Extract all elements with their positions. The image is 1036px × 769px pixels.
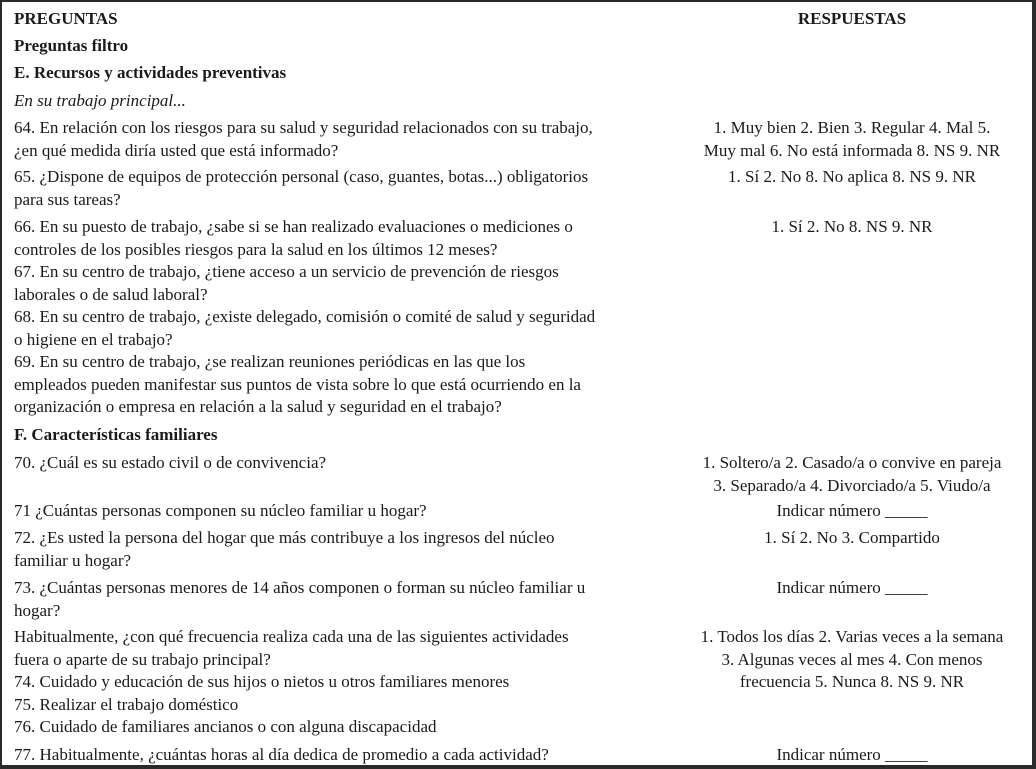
answer-line: 1. Soltero/a 2. Casado/a o convive en pareja: [702, 453, 1002, 472]
section-e-title: E. Recursos y actividades preventivas: [14, 63, 287, 82]
question-line: 67. En su centro de trabajo, ¿tiene acceso a un servicio de prevención de riesgos: [14, 262, 559, 281]
answer-line: 1. Sí 2. No 8. NS 9. NR: [771, 217, 933, 236]
frequency-intro: [14, 626, 654, 671]
question-line: hogar?: [14, 600, 61, 620]
question-77: 77. Habitualmente, ¿cuántas horas al día dedica de promedio a cada actividad?: [14, 745, 549, 764]
question-65: [14, 166, 654, 211]
answer-line: Indicar número _____: [776, 501, 928, 520]
question-line: 68. En su centro de trabajo, ¿existe delegado, comisión o comité de salud y seguridad: [14, 307, 596, 326]
question-67: [14, 261, 654, 306]
question-68: [14, 306, 654, 351]
answer-71: [664, 500, 1036, 523]
question-line: Habitualmente, ¿con qué frecuencia realiza cada una de las siguientes actividades: [14, 627, 569, 646]
question-line: 72. ¿Es usted la persona del hogar que más contribuye a los ingresos del núcleo: [14, 528, 555, 547]
answer-line: 1. Todos los días 2. Varias veces a la semana: [700, 627, 1004, 646]
question-76: 76. Cuidado de familiares ancianos o con alguna discapacidad: [14, 717, 437, 736]
question-line: empleados pueden manifestar sus puntos de vista sobre lo que está ocurriendo en la: [14, 374, 581, 394]
question-line: 73. ¿Cuántas personas menores de 14 años componen o forman su núcleo familiar u: [14, 578, 586, 597]
answer-line: 1. Sí 2. No 3. Compartido: [764, 528, 940, 547]
section-f-title: F. Características familiares: [14, 425, 218, 444]
question-line: 71 ¿Cuántas personas componen su núcleo familiar u hogar?: [14, 501, 427, 520]
question-73: [14, 577, 654, 622]
question-71: [14, 500, 654, 523]
question-line: controles de los posibles riesgos para la salud en los últimos 12 meses?: [14, 239, 498, 259]
question-line: ¿en qué medida diría usted que está informado?: [14, 140, 339, 160]
answer-66: [664, 216, 1036, 239]
question-72: [14, 527, 654, 572]
question-line: para sus tareas?: [14, 189, 121, 209]
question-70: [14, 452, 654, 475]
question-69: [14, 351, 654, 419]
question-line: fuera o aparte de su trabajo principal?: [14, 649, 271, 669]
answer-line: 3. Algunas veces al mes 4. Con menos: [721, 649, 983, 669]
answer-line: frecuencia 5. Nunca 8. NS 9. NR: [739, 672, 965, 691]
answer-72: [664, 527, 1036, 550]
answer-77: Indicar número _____: [776, 745, 928, 764]
answer-line: 1. Sí 2. No 8. No aplica 8. NS 9. NR: [728, 167, 976, 186]
question-line: familiar u hogar?: [14, 550, 132, 570]
question-line: 66. En su puesto de trabajo, ¿sabe si se han realizado evaluaciones o mediciones o: [14, 217, 573, 236]
section-filter-questions: Preguntas filtro: [14, 36, 129, 55]
answer-line: 3. Separado/a 4. Divorciado/a 5. Viudo/a: [713, 475, 991, 495]
answer-65: [664, 166, 1036, 189]
question-line: 70. ¿Cuál es su estado civil o de convivencia?: [14, 453, 327, 472]
question-line: laborales o de salud laboral?: [14, 284, 208, 304]
section-e-intro: En su trabajo principal...: [14, 91, 186, 110]
question-line: 64. En relación con los riesgos para su salud y seguridad relacionados con su trabajo,: [14, 118, 593, 137]
questions-column-header: PREGUNTAS: [14, 9, 118, 28]
question-74: 74. Cuidado y educación de sus hijos o nietos u otros familiares menores: [14, 672, 510, 691]
answer-line: Muy mal 6. No está informada 8. NS 9. NR: [703, 140, 1001, 160]
answer-frequency: [664, 626, 1036, 694]
answer-70: [664, 452, 1036, 497]
answer-73: [664, 577, 1036, 600]
question-line: 69. En su centro de trabajo, ¿se realizan reuniones periódicas en las que los: [14, 352, 526, 371]
question-66: [14, 216, 654, 261]
question-75: 75. Realizar el trabajo doméstico: [14, 695, 239, 714]
question-64: [14, 117, 654, 162]
question-line: 65. ¿Dispone de equipos de protección personal (caso, guantes, botas...) obligatorios: [14, 167, 589, 186]
question-line: o higiene en el trabajo?: [14, 329, 173, 349]
answer-line: Indicar número _____: [776, 578, 928, 597]
question-line: organización o empresa en relación a la salud y seguridad en el trabajo?: [14, 397, 502, 416]
answer-64: [664, 117, 1036, 162]
answers-column-header: RESPUESTAS: [797, 9, 907, 28]
answer-line: 1. Muy bien 2. Bien 3. Regular 4. Mal 5.: [713, 118, 991, 137]
